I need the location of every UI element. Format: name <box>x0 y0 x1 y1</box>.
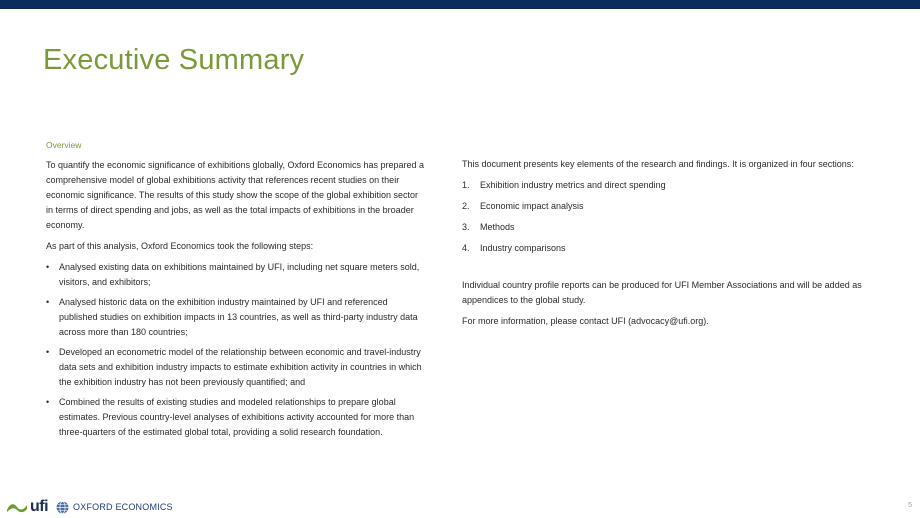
list-item: • Developed an econometric model of the relationship between economic and travel-industry data sets and exhibition industry impacts to estimate exhibition activity in countries in which the exhibition industry has not been previously quantified; and <box>46 345 426 390</box>
list-number: 3. <box>462 222 470 232</box>
steps-list <box>46 260 426 440</box>
left-column <box>46 138 426 445</box>
list-item <box>462 199 862 214</box>
list-label: Methods <box>480 222 515 232</box>
list-item: • Analysed existing data on exhibitions maintained by UFI, including net square meters sold, visitors, and exhibitors; <box>46 260 426 290</box>
list-item <box>462 178 862 193</box>
organization-paragraph: This document presents key elements of the research and findings. It is organized in four sections: <box>462 159 854 169</box>
globe-icon <box>56 501 69 514</box>
spacer <box>462 262 862 278</box>
list-item: • Combined the results of existing studies and modeled relationships to prepare global estimates. Previous country-level analyses of exhibitions activity accounted for more than three-quarters of the estimated global total, providing a solid research foundation. <box>46 395 426 440</box>
oxford-economics-logo <box>56 501 173 514</box>
ufi-mark-icon <box>6 501 28 513</box>
ufi-logo <box>6 498 48 516</box>
list-label: Exhibition industry metrics and direct spending <box>480 180 666 190</box>
list-number: 2. <box>462 201 470 211</box>
country-profile-paragraph: Individual country profile reports can be produced for UFI Member Associations and will be added as appendices to the global study. <box>462 280 862 305</box>
list-label: Industry comparisons <box>480 243 566 253</box>
list-number: 4. <box>462 243 470 253</box>
page-number: 5 <box>908 502 912 509</box>
page-title: Executive Summary <box>43 44 305 76</box>
top-bar <box>0 0 920 9</box>
contact-paragraph: For more information, please contact UFI (advocacy@ufi.org). <box>462 316 709 326</box>
overview-label: Overview <box>46 140 82 150</box>
ufi-logo-text: ufi <box>30 498 49 515</box>
oxford-logo-text: OXFORD ECONOMICS <box>73 502 173 512</box>
footer <box>6 497 173 517</box>
list-item <box>462 241 862 256</box>
intro-paragraph: To quantify the economic significance of exhibitions globally, Oxford Economics has prepared a comprehensive model of global exhibitions activity that references recent studies on their economic significance. The results of this study show the scope of the global exhibition sector in terms of direct spending and jobs, as well as the total impacts of exhibitions in the broader economy. <box>46 160 425 230</box>
right-column <box>462 157 862 335</box>
list-label: Economic impact analysis <box>480 201 584 211</box>
list-item: • Analysed historic data on the exhibition industry maintained by UFI and referenced published studies on exhibition impacts in 13 countries, as well as third-party industry data across more than 180 countries; <box>46 295 426 340</box>
list-number: 1. <box>462 180 470 190</box>
sections-list <box>462 178 862 256</box>
steps-intro-paragraph: As part of this analysis, Oxford Economics took the following steps: <box>46 241 314 251</box>
list-item <box>462 220 862 235</box>
